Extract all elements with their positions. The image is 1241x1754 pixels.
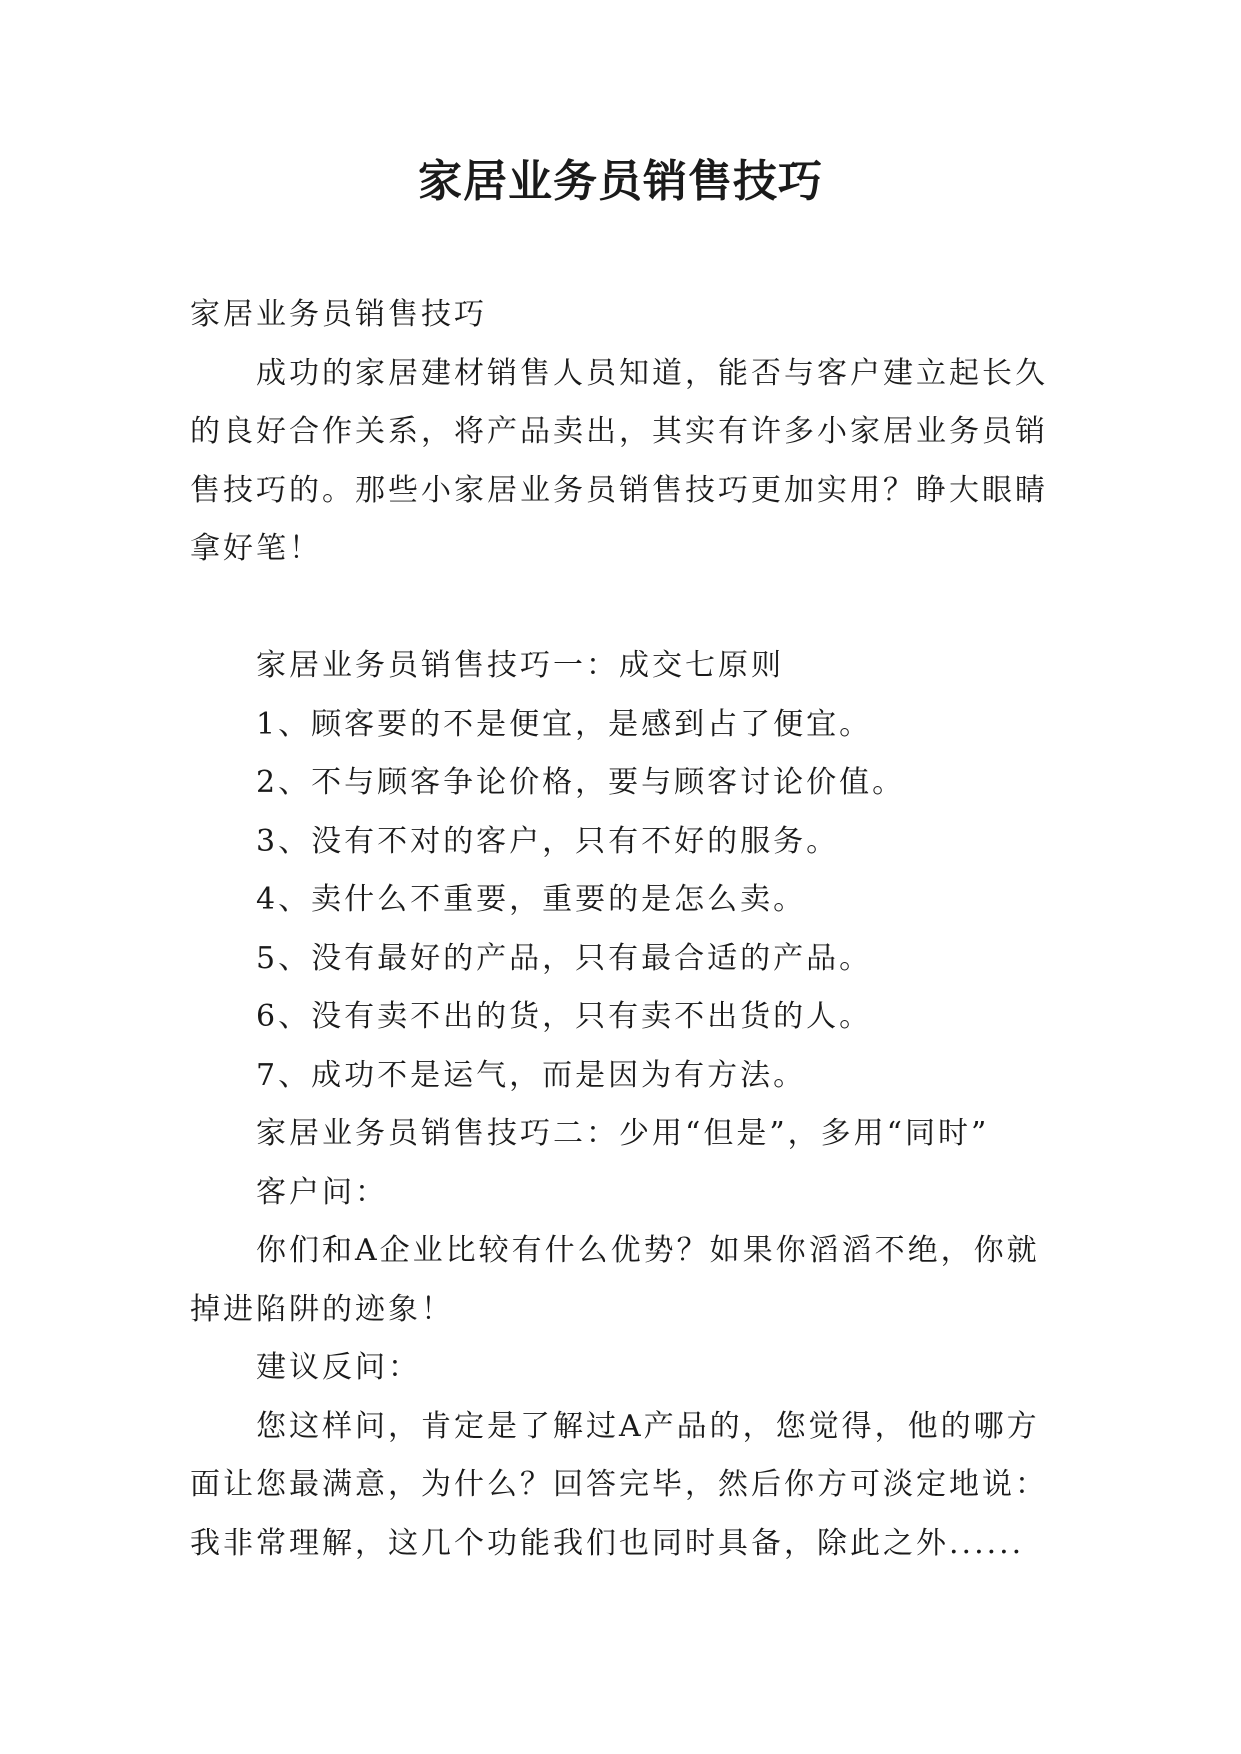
customer-question-paragraph: 你们和A企业比较有什么优势？如果你滔滔不绝，你就掉进陷阱的迹象！ (190, 1233, 1040, 1327)
section-heading: 家居业务员销售技巧 (190, 297, 487, 332)
principle-item: 2、不与顾客争论价格，要与顾客讨论价值。 (256, 765, 906, 800)
document-title: 家居业务员销售技巧 (418, 156, 823, 207)
suggested-reply-paragraph: 您这样问，肯定是了解过A产品的，您觉得，他的哪方面让您最满意，为什么？回答完毕，然后你方可淡定地说：我非常理解，这几个功能我们也同时具备，除此之外...... (190, 1408, 1048, 1561)
principle-item: 7、成功不是运气，而是因为有方法。 (256, 1057, 807, 1093)
blank-line (190, 579, 1060, 638)
tip-two-heading: 家居业务员销售技巧二：少用“但是”，多用“同时” (256, 1116, 990, 1151)
suggested-reply-label: 建议反问： (256, 1350, 421, 1385)
principle-item: 6、没有卖不出的货，只有卖不出货的人。 (256, 999, 873, 1034)
tip-one-heading: 家居业务员销售技巧一：成交七原则 (256, 648, 784, 683)
customer-asks-label: 客户问： (256, 1174, 388, 1210)
principle-item: 3、没有不对的客户，只有不好的服务。 (256, 823, 840, 859)
principle-item: 1、顾客要的不是便宜，是感到占了便宜。 (256, 706, 873, 742)
intro-paragraph: 成功的家居建材销售人员知道，能否与客户建立起长久的良好合作关系，将产品卖出，其实有许多小家居业务员销售技巧的。那些小家居业务员销售技巧更加实用？睁大眼睛拿好笔！ (190, 355, 1048, 566)
principle-item: 5、没有最好的产品，只有最合适的产品。 (256, 940, 873, 976)
document-body (190, 286, 1060, 1573)
principle-item: 4、卖什么不重要，重要的是怎么卖。 (256, 882, 807, 917)
